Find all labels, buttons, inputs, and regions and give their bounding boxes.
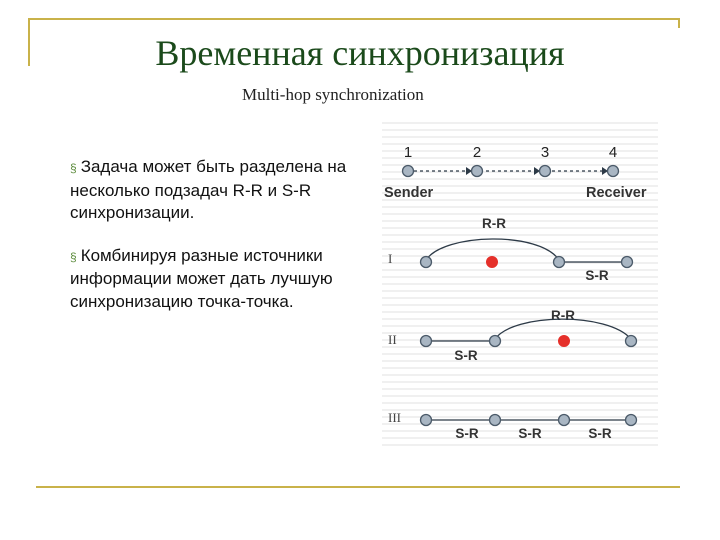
row-i-active-node [487,257,498,268]
row-ii-numeral: II [388,332,397,347]
multihop-diagram [382,120,658,446]
bullet-text: Задача может быть разделена на несколько подзадач R-R и S-R синхронизации. [70,157,347,222]
node-label-1: 1 [403,144,413,161]
bullet-list [70,156,370,333]
row-i-node [421,257,432,268]
row-ii-sr-label: S-R [454,348,478,363]
row-ii-arc-label: R-R [551,308,575,323]
row-iii-sr-label-2: S-R [518,426,542,441]
row-iii-sr-label-3: S-R [588,426,612,441]
row-ii-node [490,336,501,347]
sender-label: Sender [384,185,434,201]
node-label-4: 4 [608,144,618,161]
bullet-text: Комбинируя разные источники информации может дать лучшую синхронизацию точка-точка. [70,245,333,311]
row-i-node [622,257,633,268]
node-4 [608,166,619,177]
bullet-item [70,245,370,314]
node-label-3: 3 [540,144,550,161]
row-ii-active-node [559,336,570,347]
row-iii-numeral: III [388,410,401,425]
row-i-sr-label: S-R [585,268,609,283]
node-label-2: 2 [472,144,482,161]
receiver-label: Receiver [586,185,647,201]
bullet-marker-icon: § [70,161,77,175]
row-iii-sr-label-1: S-R [455,426,479,441]
node-2 [472,166,483,177]
row-iii-node [421,415,432,426]
row-ii-node [626,336,637,347]
row-iii-node [626,415,637,426]
row-iii-node [490,415,501,426]
row-i-numeral: I [388,251,393,266]
bullet-marker-icon: § [70,249,77,264]
bullet-item [70,156,370,225]
frame-bottom-line [36,486,680,488]
frame-top-line [28,18,680,20]
row-iii-node [559,415,570,426]
node-1 [403,166,414,177]
slide-title: Временная синхронизация [155,33,565,73]
node-3 [540,166,551,177]
row-i-arc-label: R-R [482,216,506,231]
row-i-node [554,257,565,268]
slide-subtitle: Multi-hop synchronization [242,85,424,104]
row-ii-node [421,336,432,347]
frame-right-line [678,18,680,28]
